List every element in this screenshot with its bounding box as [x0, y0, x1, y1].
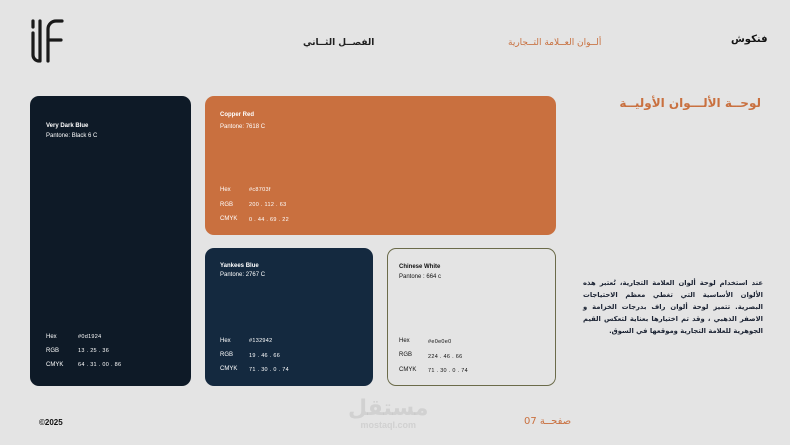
swatch-card-very-dark-blue: [30, 96, 191, 386]
color-name: Chinese White: [399, 264, 441, 270]
rgb-label: RGB: [220, 352, 234, 358]
color-name: Very Dark Blue: [46, 123, 89, 129]
rgb-value: 19 . 46 . 66: [249, 353, 281, 359]
brand-name: فنكوش: [731, 34, 768, 45]
hex-value: #c8703f: [249, 187, 271, 193]
swatch-card-yankees-blue: [205, 248, 373, 386]
color-pantone: Pantone : 664 c: [399, 274, 442, 280]
hex-label: Hex: [46, 334, 57, 340]
color-pantone: Pantone: 7618 C: [220, 124, 266, 130]
section-description: عند استخدام لوحة ألوان العلامة التجارية، تُعتبر هذه الألوان الأساسية التي تغطي معظم الاحتياجات البصرية. تتميز لوحة ألوان راف بدرجات الخزامة و الاصفر الذهبي ، وقد تم اختيارها بعناية لتعكس القيم الجوهرية للعلامة التجارية وموقعها في السوق.: [583, 279, 763, 336]
cmyk-value: 64 . 31 . 00 . 86: [78, 362, 122, 368]
rgb-label: RGB: [399, 352, 413, 358]
hex-label: Hex: [220, 187, 231, 193]
rgb-value: 224 . 46 . 66: [428, 354, 463, 360]
cmyk-value: 0 . 44 . 69 . 22: [249, 217, 289, 223]
hex-label: Hex: [220, 338, 231, 344]
cmyk-value: 71 . 30 . 0 . 74: [249, 367, 289, 373]
cmyk-label: CMYK: [220, 216, 238, 222]
footer-copyright: ©2025: [39, 418, 63, 427]
nav-brand-colors-link[interactable]: ألــوان العــلامة التــجارية: [508, 38, 602, 48]
rgb-label: RGB: [46, 348, 60, 354]
swatch-card-chinese-white: [387, 248, 556, 386]
color-name: Yankees Blue: [220, 263, 259, 269]
swatch-card-copper-red: [205, 96, 556, 235]
rgb-label: RGB: [220, 202, 234, 208]
cmyk-label: CMYK: [399, 367, 417, 373]
hex-value: #e0e0e0: [428, 339, 452, 345]
hex-label: Hex: [399, 338, 410, 344]
footer-page-number: صفحــة 07: [524, 416, 572, 427]
nav-chapter-link[interactable]: الفصــل الثــاني: [303, 38, 375, 48]
cmyk-label: CMYK: [46, 362, 64, 368]
watermark-logo: مستقل mostaql.com: [348, 396, 429, 430]
brand-logo-icon: [30, 19, 64, 63]
cmyk-value: 71 . 30 . 0 . 74: [428, 368, 468, 374]
cmyk-label: CMYK: [220, 366, 238, 372]
color-pantone: Pantone: Black 6 C: [46, 133, 98, 139]
hex-value: #0d1924: [78, 334, 102, 340]
color-pantone: Pantone: 2767 C: [220, 272, 266, 278]
hex-value: #132942: [249, 338, 273, 344]
color-name: Copper Red: [220, 112, 255, 118]
rgb-value: 200 . 112 . 63: [249, 202, 287, 208]
rgb-value: 13 . 25 . 36: [78, 348, 110, 354]
section-title: لوحــة الألـــوان الأوليــة: [619, 96, 761, 110]
